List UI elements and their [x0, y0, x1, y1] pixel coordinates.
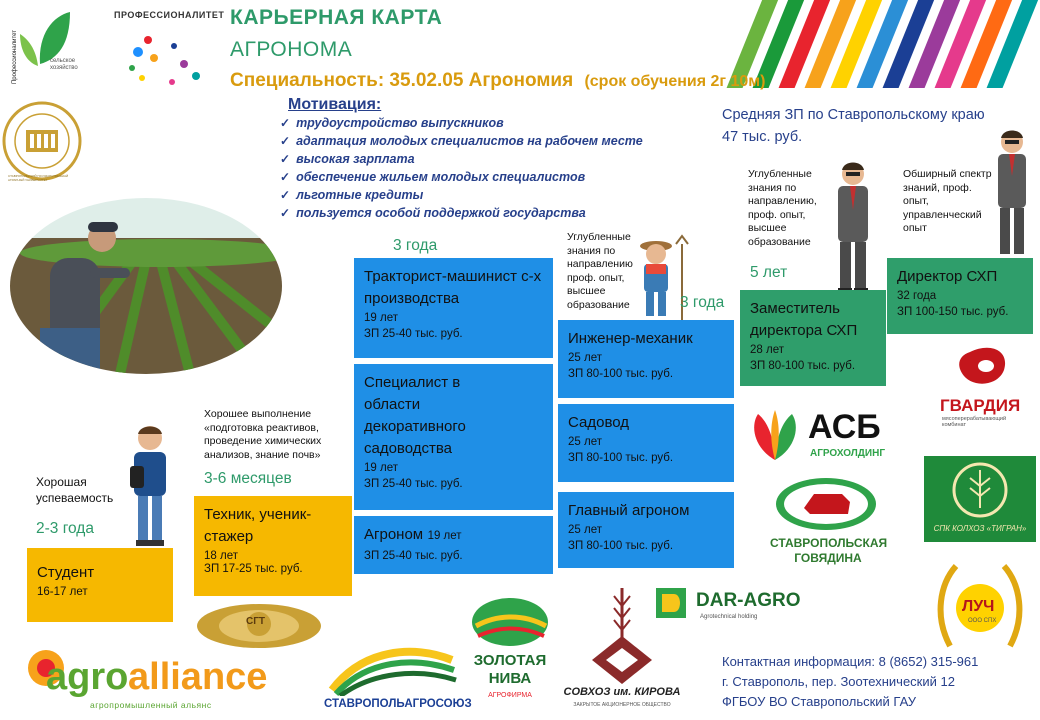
deputy-card	[740, 290, 886, 386]
deputy-title: Заместитель директора СХП	[750, 300, 858, 339]
student-card	[27, 548, 173, 622]
job-card-agronomist	[354, 516, 553, 574]
job-card-chief-agronomist	[558, 492, 734, 568]
leaf-logo-icon	[8, 4, 108, 90]
check-icon: ✓	[280, 170, 291, 184]
job-title: Тракторист-машинист с-х производства	[364, 268, 542, 307]
technician-salary: ЗП 17-25 тыс. руб.	[204, 563, 303, 575]
agroalliance-part1: agro	[46, 656, 129, 698]
specialty-line	[230, 70, 765, 92]
deputy-duration: 5 лет	[750, 264, 788, 281]
technician-duration: 3-6 месяцев	[204, 470, 292, 487]
job-card-tractor-driver	[354, 258, 553, 358]
technician-card	[194, 496, 352, 596]
zolotaya-niva-title: ЗОЛОТАЯ НИВА	[473, 652, 547, 687]
agroalliance-logo	[24, 646, 274, 712]
businessman-figure-icon	[828, 160, 878, 296]
director-requirement-note: Обширный спектр знаний, проф. опыт, управленческий опыт	[903, 168, 992, 234]
tigran-title: СПК КОЛХОЗ «ТИГРАН»	[933, 524, 1027, 533]
student-duration: 2-3 года	[36, 520, 94, 537]
stavropol-beef-title: СТАВРОПОЛЬСКАЯ ГОВЯДИНА	[770, 536, 888, 565]
stavropolagrosoyuz-logo	[322, 640, 472, 716]
prof-small-subtitle: сельское хозяйство	[50, 58, 78, 71]
motivation-item: ✓ высокая зарплата	[280, 152, 415, 166]
sovkhoz-kirova-subtitle: ЗАКРЫТОЕ АКЦИОНЕРНОЕ ОБЩЕСТВО	[573, 702, 671, 708]
contact-label: Контактная информация	[722, 654, 872, 669]
job-salary: ЗП 25-40 тыс. руб.	[364, 478, 463, 490]
gvardia-subtitle: мясоперерабатывающий комбинат	[942, 416, 1007, 428]
director-age: 32 года	[897, 290, 937, 302]
job-title: Специалист в области декоративного садоводства	[364, 374, 466, 457]
field-waves-icon	[322, 640, 462, 696]
motivation-item: ✓ трудоустройство выпускников	[280, 116, 504, 130]
check-icon: ✓	[280, 116, 291, 130]
job-age: 19 лет	[364, 462, 398, 474]
motivation-item: ✓ обеспечение жильем молодых специалистов	[280, 170, 586, 184]
check-icon: ✓	[280, 206, 291, 220]
job-title: Главный агроном	[568, 502, 690, 519]
luch-logo	[930, 556, 1030, 666]
job-age: 25 лет	[568, 352, 602, 364]
gvardia-title: ГВАРДИЯ	[940, 396, 1021, 415]
director-salary: ЗП 100-150 тыс. руб.	[897, 306, 1009, 318]
student-title: Студент	[37, 564, 95, 581]
luch-subtitle: ООО СПХ	[968, 618, 997, 624]
student-requirement-note: Хорошая успеваемость	[36, 475, 114, 505]
job-card-decorative-gardening	[354, 364, 553, 510]
check-icon: ✓	[280, 152, 291, 166]
asb-logo	[748, 408, 888, 468]
job-age: 19 лет	[427, 530, 462, 542]
motivation-item: ✓ пользуется особой поддержкой государства	[280, 206, 586, 220]
agroalliance-part2: alliance	[128, 656, 268, 698]
student-figure-icon	[120, 422, 180, 548]
contact-phone: : 8 (8652) 315-961	[871, 654, 979, 669]
director-card	[887, 258, 1033, 334]
job-salary: ЗП 80-100 тыс. руб.	[568, 540, 674, 552]
asb-subtitle: АГРОХОЛДИНГ	[810, 448, 885, 459]
contact-org: ФГБОУ ВО Ставропольский ГАУ	[722, 694, 916, 709]
specialty-code: Специальность: 35.02.05 Агрономия	[230, 70, 574, 91]
wheat-diamond-icon	[562, 586, 682, 684]
sgt-emblem-title: СГТ	[246, 616, 265, 627]
job-card-engineer-mechanic	[558, 320, 734, 398]
job-age: 25 лет	[568, 436, 602, 448]
technician-requirement-note: Хорошее выполнение «подготовка реактивов, проведение химических анализов, знание почв»	[204, 408, 322, 461]
check-icon: ✓	[280, 188, 291, 202]
motivation-item: ✓ адаптация молодых специалистов на рабочем месте	[280, 134, 643, 148]
cow-emblem-icon	[764, 472, 888, 534]
stavropol-beef-logo	[764, 472, 888, 572]
job-salary: ЗП 25-40 тыс. руб.	[364, 328, 463, 340]
university-ring-text: СТАВРОПОЛЬСКИЙ ГОСУДАРСТВЕННЫЙ АГРАРНЫЙ УНИВЕРСИТЕТ	[8, 174, 69, 182]
asb-leaf-icon	[748, 408, 802, 462]
job-card-gardener	[558, 404, 734, 482]
deputy-salary: ЗП 80-100 тыс. руб.	[750, 360, 856, 372]
gvardia-meat-icon	[930, 342, 1034, 402]
stavropolagrosoyuz-title: СТАВРОПОЛЬАГРОСОЮЗ	[324, 698, 472, 710]
field-ball-icon	[468, 596, 552, 648]
university-logo	[2, 100, 82, 182]
job-title: Агроном	[364, 526, 424, 543]
zolotaya-niva-subtitle: АГРОФИРМА	[488, 692, 532, 699]
deputy-age: 28 лет	[750, 344, 784, 356]
job-salary: ЗП 25-40 тыс. руб.	[364, 550, 463, 562]
prof-small-title: Профессионалитет	[12, 29, 18, 84]
motivation-heading: Мотивация:	[288, 96, 382, 113]
job-salary: ЗП 80-100 тыс. руб.	[568, 452, 674, 464]
page-subtitle: АГРОНОМА	[230, 38, 353, 61]
study-term: (срок обучения 2г 10м)	[584, 73, 766, 90]
field-photo-icon	[10, 198, 282, 374]
director-figure-icon	[990, 128, 1034, 260]
job-age: 19 лет	[364, 312, 398, 324]
job-salary: ЗП 80-100 тыс. руб.	[568, 368, 674, 380]
prof-big-title: ПРОФЕССИОНАЛИТЕТ	[114, 10, 225, 20]
level3-duration: 3 года	[393, 237, 438, 254]
level4-requirement-note: Углубленные знания по направлению проф. опыт, высшее образование	[567, 231, 633, 311]
professionalitet-small-logo	[8, 4, 108, 90]
professionalitet-big-logo	[112, 4, 225, 94]
university-emblem-icon	[2, 100, 82, 182]
technician-title: Техник, ученик-стажер	[204, 506, 312, 545]
zolotaya-niva-logo	[468, 596, 552, 706]
gvardia-logo	[930, 342, 1034, 438]
motivation-list	[280, 114, 643, 222]
job-title: Садовод	[568, 414, 630, 431]
darargo-subtitle: Agrotechnical holding	[700, 614, 758, 620]
contact-address: г. Ставрополь, пер. Зоотехнический 12	[722, 674, 955, 689]
darargo-title: DAR-AGRO	[696, 590, 801, 611]
average-salary-note: Средняя ЗП по Ставропольскому краю 47 тыс. руб.	[722, 107, 985, 145]
job-title: Инженер-механик	[568, 330, 693, 347]
wheat-wreath-icon	[924, 456, 1036, 526]
job-age: 25 лет	[568, 524, 602, 536]
director-title: Директор СХП	[897, 268, 998, 285]
motivation-item: ✓ льготные кредиты	[280, 188, 424, 202]
agroalliance-subtitle: агропромышленный альянс	[90, 700, 212, 710]
contact-info	[722, 652, 978, 712]
page-title: КАРЬЕРНАЯ КАРТА	[230, 6, 443, 29]
student-age: 16-17 лет	[37, 586, 88, 598]
asb-title: АСБ	[808, 408, 881, 446]
luch-title: ЛУЧ	[962, 598, 995, 615]
check-icon: ✓	[280, 134, 291, 148]
agronomist-field-photo	[10, 198, 282, 374]
level4-duration: 3 года	[680, 294, 725, 311]
tigran-logo	[924, 456, 1036, 542]
deputy-requirement-note: Углубленные знания по направлению, проф. опыт, высшее образование	[748, 168, 817, 248]
sovkhoz-kirova-logo	[562, 586, 682, 716]
sovkhoz-kirova-title: СОВХОЗ им. КИРОВА	[563, 686, 681, 698]
technician-age: 18 лет	[204, 550, 238, 562]
sgt-emblem-logo	[194, 600, 324, 652]
